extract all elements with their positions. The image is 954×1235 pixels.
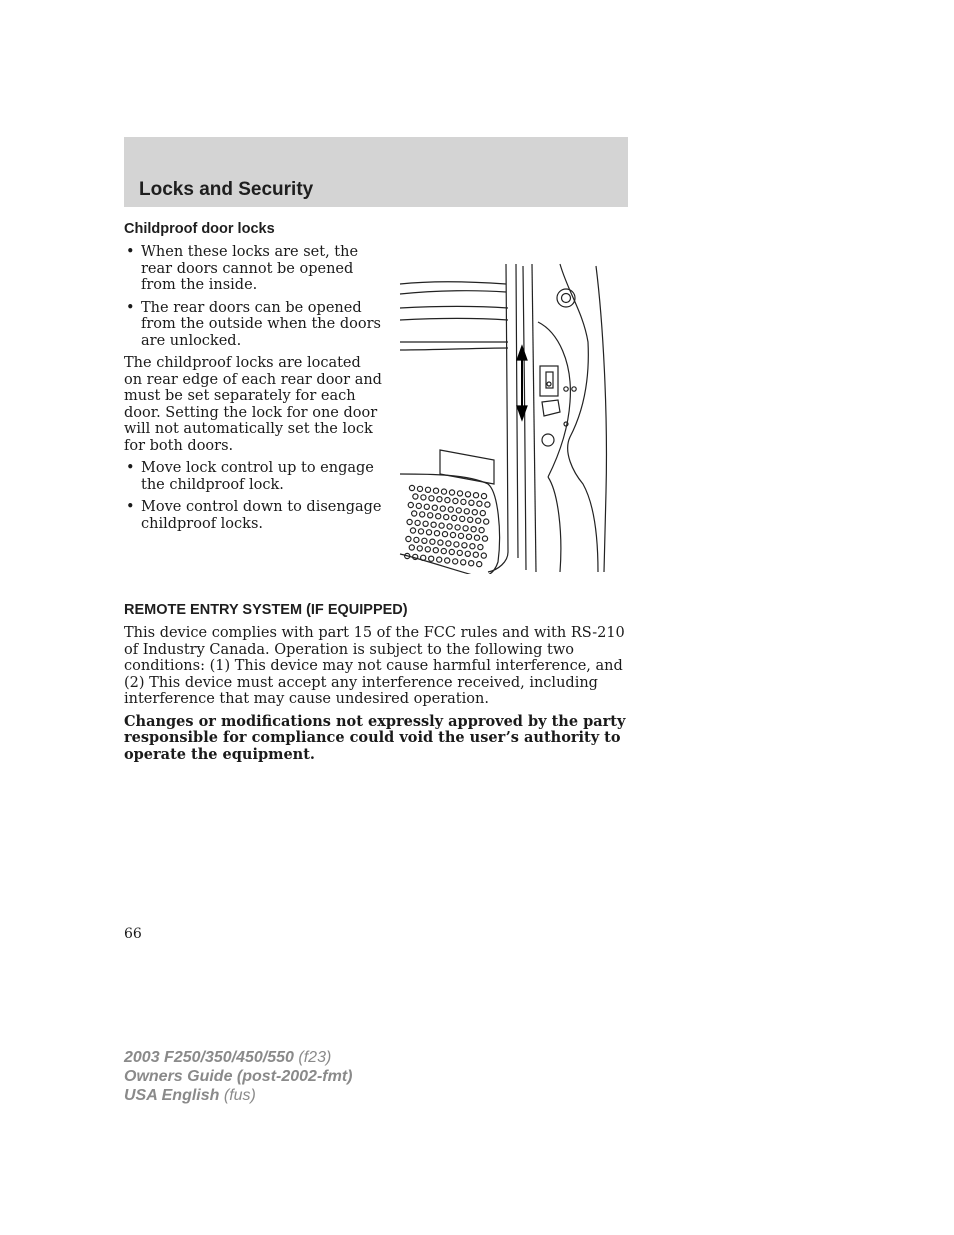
grille-hole — [444, 515, 449, 520]
grille-hole — [484, 519, 489, 524]
grille-hole — [445, 558, 450, 563]
grille-hole — [433, 548, 438, 553]
grille-hole — [461, 499, 466, 504]
grille-hole — [441, 549, 446, 554]
list-item: • Move lock control up to engage the childproof lock. — [126, 460, 374, 493]
list-item: • Move control down to disengage childproof locks. — [126, 499, 382, 532]
childproof-heading: Childproof door locks — [124, 221, 275, 237]
grille-hole — [455, 525, 460, 530]
grille-hole — [440, 506, 445, 511]
grille-hole — [415, 520, 420, 525]
section-header-band — [124, 137, 628, 207]
grille-hole — [448, 507, 453, 512]
grille-hole — [438, 540, 443, 545]
grille-hole — [474, 535, 479, 540]
grille-hole — [463, 526, 468, 531]
grille-hole — [431, 522, 436, 527]
grille-hole — [425, 547, 430, 552]
remote-entry-warning: Changes or modifications not expressly approved by the party responsible for compliance could void the user’s authority to operate the equipment. — [124, 712, 626, 763]
remote-entry-heading: REMOTE ENTRY SYSTEM (IF EQUIPPED) — [124, 602, 408, 618]
grille-hole — [450, 532, 455, 537]
section-title: Locks and Security — [139, 179, 314, 200]
grille-hole — [480, 511, 485, 516]
page-number: 66 — [124, 926, 142, 942]
grille-hole — [429, 556, 434, 561]
grille-hole — [406, 536, 411, 541]
grille-hole — [428, 513, 433, 518]
bullet-icon: • — [126, 460, 135, 476]
grille-hole — [481, 553, 486, 558]
grille-hole — [417, 486, 422, 491]
grille-hole — [477, 562, 482, 567]
grille-hole — [449, 490, 454, 495]
grille-hole — [449, 549, 454, 554]
grille-hole — [409, 545, 414, 550]
grille-hole — [453, 559, 458, 564]
grille-hole — [479, 528, 484, 533]
bullet-icon: • — [126, 499, 135, 515]
grille-hole — [458, 533, 463, 538]
childproof-paragraph: The childproof locks are located on rear edge of each rear door and must be set separately for each door. Setting the lock for one door will not automatically set the lock for both doors. — [124, 355, 382, 454]
bullet-icon: • — [126, 299, 135, 316]
grille-hole — [477, 501, 482, 506]
grille-hole — [457, 491, 462, 496]
grille-hole — [461, 560, 466, 565]
grille-hole — [468, 517, 473, 522]
grille-hole — [421, 555, 426, 560]
grille-hole — [436, 514, 441, 519]
grille-hole — [482, 536, 487, 541]
grille-hole — [409, 485, 414, 490]
footer-line-2: Owners Guide (post-2002-fmt) — [124, 1068, 353, 1085]
grille-hole — [473, 552, 478, 557]
grille-hole — [433, 488, 438, 493]
grille-hole — [462, 543, 467, 548]
footer-line-1: 2003 F250/350/450/550 (f23) — [124, 1049, 332, 1066]
grille-hole — [445, 498, 450, 503]
grille-hole — [481, 494, 486, 499]
list-item: • The rear doors can be opened from the outside when the doors are unlocked. — [126, 299, 381, 349]
grille-hole — [407, 519, 412, 524]
document-footer — [124, 1048, 352, 1105]
childproof-lock-illustration — [398, 262, 608, 574]
grille-hole — [457, 550, 462, 555]
grille-hole — [485, 502, 490, 507]
grille-hole — [414, 537, 419, 542]
grille-hole — [430, 539, 435, 544]
grille-hole — [408, 502, 413, 507]
grille-hole — [412, 511, 417, 516]
grille-hole — [437, 497, 442, 502]
grille-hole — [432, 505, 437, 510]
grille-hole — [465, 551, 470, 556]
grille-hole — [423, 521, 428, 526]
grille-hole — [464, 509, 469, 514]
grille-hole — [434, 531, 439, 536]
grille-hole — [416, 503, 421, 508]
grille-hole — [452, 515, 457, 520]
grille-hole — [454, 542, 459, 547]
grille-hole — [469, 500, 474, 505]
grille-hole — [456, 508, 461, 513]
grille-hole — [472, 510, 477, 515]
grille-hole — [418, 529, 423, 534]
childproof-bullets-bottom — [124, 460, 382, 532]
list-item: • When these locks are set, the rear doors cannot be opened from the inside. — [126, 244, 359, 293]
grille-hole — [410, 528, 415, 533]
grille-hole — [470, 544, 475, 549]
childproof-bullets-top — [124, 244, 382, 349]
grille-hole — [441, 489, 446, 494]
grille-hole — [425, 487, 430, 492]
grille-hole — [471, 527, 476, 532]
grille-hole — [460, 516, 465, 521]
grille-hole — [473, 493, 478, 498]
grille-hole — [437, 557, 442, 562]
grille-hole — [424, 504, 429, 509]
grille-hole — [476, 518, 481, 523]
speaker-grille — [405, 485, 490, 566]
childproof-body — [124, 244, 382, 538]
remote-entry-paragraph: This device complies with part 15 of the FCC rules and with RS-210 of Industry Canada. Operation is subject to the following two conditions: (1) This device may not cause harmful interference, and (2) This device must accept any interference received, including interference that may cause undesired operation. — [124, 625, 625, 707]
grille-hole — [439, 523, 444, 528]
grille-hole — [413, 494, 418, 499]
grille-hole — [420, 512, 425, 517]
grille-hole — [446, 541, 451, 546]
grille-hole — [453, 498, 458, 503]
grille-hole — [426, 530, 431, 535]
grille-hole — [421, 495, 426, 500]
grille-hole — [466, 534, 471, 539]
remote-entry-body — [124, 625, 630, 769]
bullet-icon: • — [126, 244, 135, 260]
grille-hole — [465, 492, 470, 497]
grille-hole — [417, 546, 422, 551]
grille-hole — [447, 524, 452, 529]
grille-hole — [478, 545, 483, 550]
footer-line-3: USA English (fus) — [124, 1087, 256, 1104]
grille-hole — [429, 496, 434, 501]
grille-hole — [442, 532, 447, 537]
grille-hole — [469, 561, 474, 566]
grille-hole — [422, 538, 427, 543]
